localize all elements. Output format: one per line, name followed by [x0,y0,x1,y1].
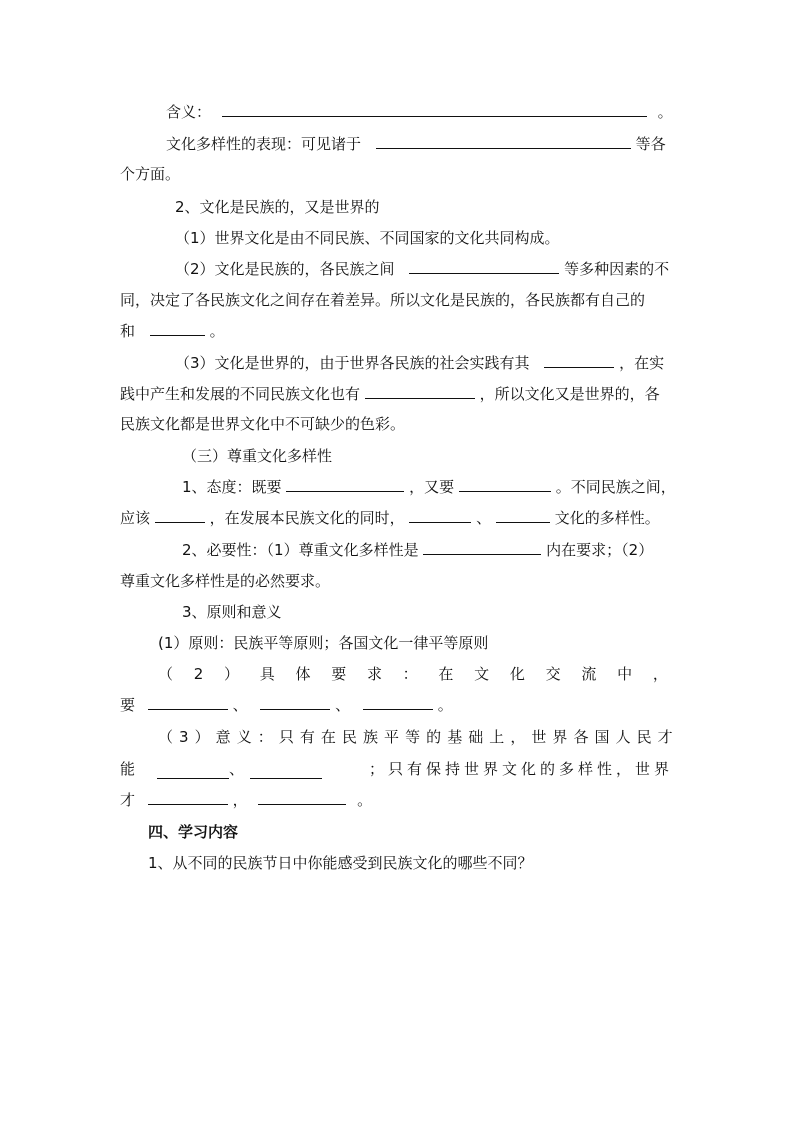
blank-field[interactable] [250,764,322,779]
blank-field[interactable] [423,540,541,555]
line-national-culture: （2）文化是民族的，各民族之间 等多种因素的不 [175,260,670,278]
blank-field[interactable] [222,102,647,117]
blank-field[interactable] [286,477,404,492]
line-significance: （ 3 ） 意 义 ： 只 有 在 民 族 平 等 的 基 础 上 ， 世 界 各 国 人 民 才 [158,728,673,746]
blank-field[interactable] [148,790,228,805]
line-principle: (1）原则：民族平等原则；各国文化一律平等原则 [158,634,489,652]
blank-field[interactable] [365,384,475,399]
heading-respect-diversity: （三）尊重文化多样性 [182,447,333,465]
blank-field[interactable] [157,764,229,779]
blank-field[interactable] [376,134,631,149]
line-world-culture-end: 民族文化都是世界文化中不可缺少的色彩。 [120,415,406,433]
line-world-culture-cont: 践中产生和发展的不同民族文化也有 ，所以文化又是世界的，各 [120,385,660,403]
blank-field[interactable] [496,508,550,523]
line-national-culture-cont: 同，决定了各民族文化之间存在着差异。所以文化是民族的，各民族都有自己的 [120,291,646,309]
blank-field[interactable] [150,321,205,336]
line-aspects: 个方面。 [120,165,181,183]
line-attitude: 1、态度：既要 ，又要 。不同民族之间， [182,478,676,496]
heading-culture-national-and-world: 2、文化是民族的，又是世界的 [175,198,380,216]
blank-field[interactable] [544,353,614,368]
blank-field[interactable] [260,695,330,710]
section-heading-study-content: 四、学习内容 [148,823,239,841]
line-necessity: 2、必要性：（1）尊重文化多样性是 内在要求；（2） [182,541,654,559]
blank-field[interactable] [258,790,346,805]
label-meaning: 含义： [166,103,212,121]
line-world-culture-reason: （3）文化是世界的，由于世界各民族的社会实践有其 ，在实 [175,354,665,372]
line-significance-end: 才 ， 。 [120,791,373,809]
blank-field[interactable] [155,508,205,523]
line-meaning: 含义： 。 [166,103,673,121]
line-requirements: （ 2 ） 具 体 要 求 ： 在 文 化 交 流 中 ， [158,665,668,683]
line-diversity-expression: 文化多样性的表现：可见诸于 等各 [166,135,666,153]
line-attitude-cont: 应该 ，在发展本民族文化的同时， 、 文化的多样性。 [120,509,660,527]
blank-field[interactable] [459,477,551,492]
blank-field[interactable] [409,259,559,274]
line-and: 和 。 [120,322,225,340]
line-necessity-cont: 尊重文化多样性是的必然要求。 [120,572,331,590]
blank-field[interactable] [409,508,471,523]
line-requirements-cont: 要 、 、 。 [120,696,453,714]
question-1: 1、从不同的民族节日中你能感受到民族文化的哪些不同？ [148,854,533,872]
blank-field[interactable] [148,695,228,710]
heading-principles: 3、原则和意义 [182,603,282,621]
line-world-culture: （1）世界文化是由不同民族、不同国家的文化共同构成。 [175,229,560,247]
line-significance-cont: 能 、 ；只有保持世界文化的多样性，世界 [120,760,673,778]
blank-field[interactable] [363,695,433,710]
